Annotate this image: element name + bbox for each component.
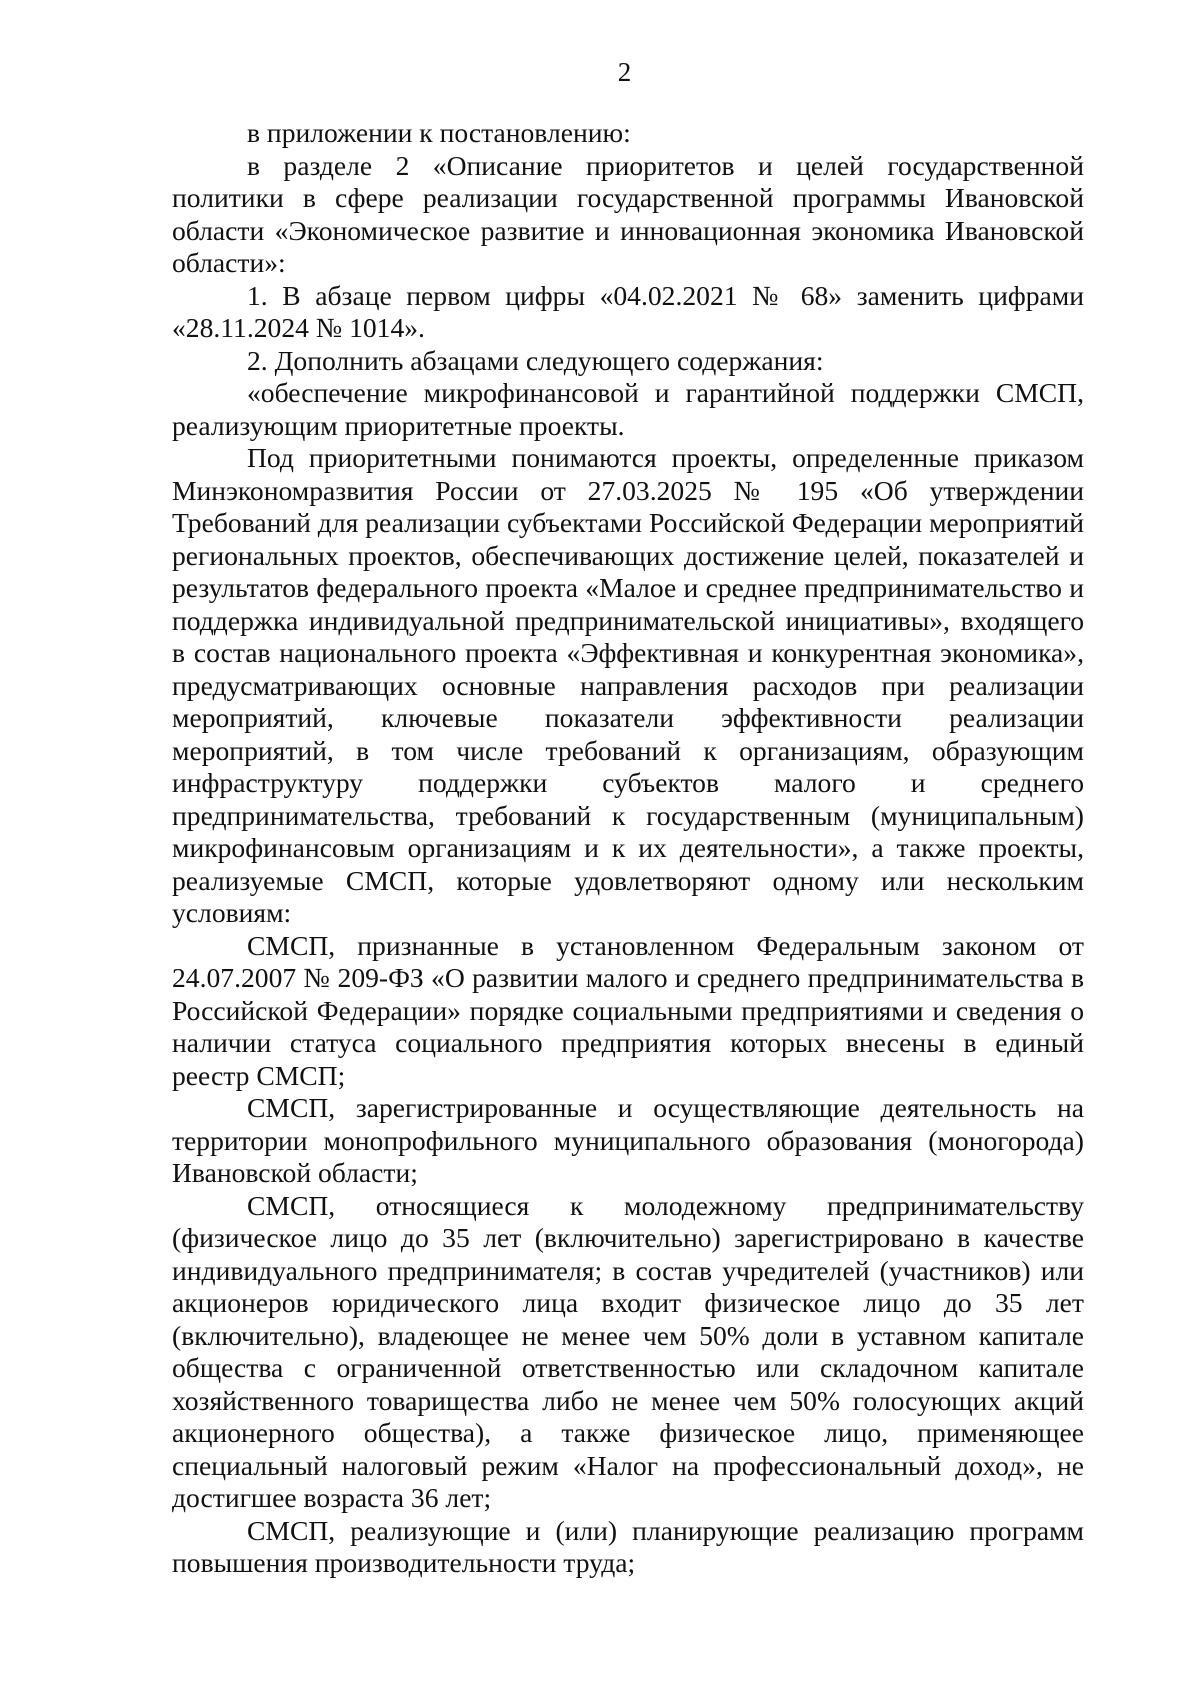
paragraph-productivity: СМСП, реализующие и (или) планирующие реализацию программ повышения производительности труда; bbox=[172, 1514, 1084, 1578]
paragraph-item-2: 2. Дополнить абзацами следующего содержания: bbox=[247, 344, 824, 376]
paragraph-priority-projects: Под приоритетными понимаются проекты, определенные приказом Минэкономразвития России от 27.03.2025 № 195 «Об утверждении Требований для реализации субъектами Российской Федерации мероприятий региональных проектов, обеспечивающих достижение целей, показателей и результатов федерального проекта «Малое и среднее предпринимательство и поддержка индивидуальной предпринимательской инициативы», входящего в состав национального проекта «Эффективная и конкурентная экономика», предусматривающих основные направления расходов при реализации мероприятий, ключевые показатели эффективности реализации мероприятий, в том числе требований к организациям, образующим инфраструктуру поддержки субъектов малого и среднего предпринимательства, требований к государственным (муниципальным) микрофинансовым организациям и к их деятельности», а также проекты, реализуемые СМСП, которые удовлетворяют одному или нескольким условиям: bbox=[172, 442, 1084, 928]
paragraph-monotown: СМСП, зарегистрированные и осуществляющие деятельность на территории монопрофильного муниципального образования (моногорода) Ивановской области; bbox=[172, 1092, 1084, 1188]
paragraph-section-2: в разделе 2 «Описание приоритетов и целей государственной политики в сфере реализации государственной программы Ивановской области «Экономическое развитие и инновационная экономика Ивановской области»: bbox=[172, 149, 1084, 278]
paragraph-quote-start: «обеспечение микрофинансовой и гарантийной поддержки СМСП, реализующим приоритетные проекты. bbox=[172, 377, 1084, 441]
document-body bbox=[172, 117, 1084, 1580]
paragraph-item-1: 1. В абзаце первом цифры «04.02.2021 № 68» заменить цифрами «28.11.2024 № 1014». bbox=[172, 279, 1084, 343]
page-number: 2 bbox=[617, 57, 632, 87]
paragraph-social-enterprises: СМСП, признанные в установленном Федеральным законом от 24.07.2007 № 209-ФЗ «О развитии малого и среднего предпринимательства в Российской Федерации» порядке социальными предприятиями и сведения о наличии статуса социального предприятия которых внесены в единый реестр СМСП; bbox=[172, 929, 1084, 1091]
paragraph-youth-entrepreneurship: СМСП, относящиеся к молодежному предпринимательству (физическое лицо до 35 лет (включительно) зарегистрировано в качестве индивидуального предпринимателя; в состав учредителей (участников) или акционеров юридического лица входит физическое лицо до 35 лет (включительно), владеющее не менее чем 50% доли в уставном капитале общества с ограниченной ответственностью или складочном капитале хозяйственного товарищества либо не менее чем 50% голосующих акций акционерного общества), а также физическое лицо, применяющее специальный налоговый режим «Налог на профессиональный доход», не достигшее возраста 36 лет; bbox=[172, 1189, 1084, 1513]
paragraph-intro: в приложении к постановлению: bbox=[247, 117, 631, 148]
